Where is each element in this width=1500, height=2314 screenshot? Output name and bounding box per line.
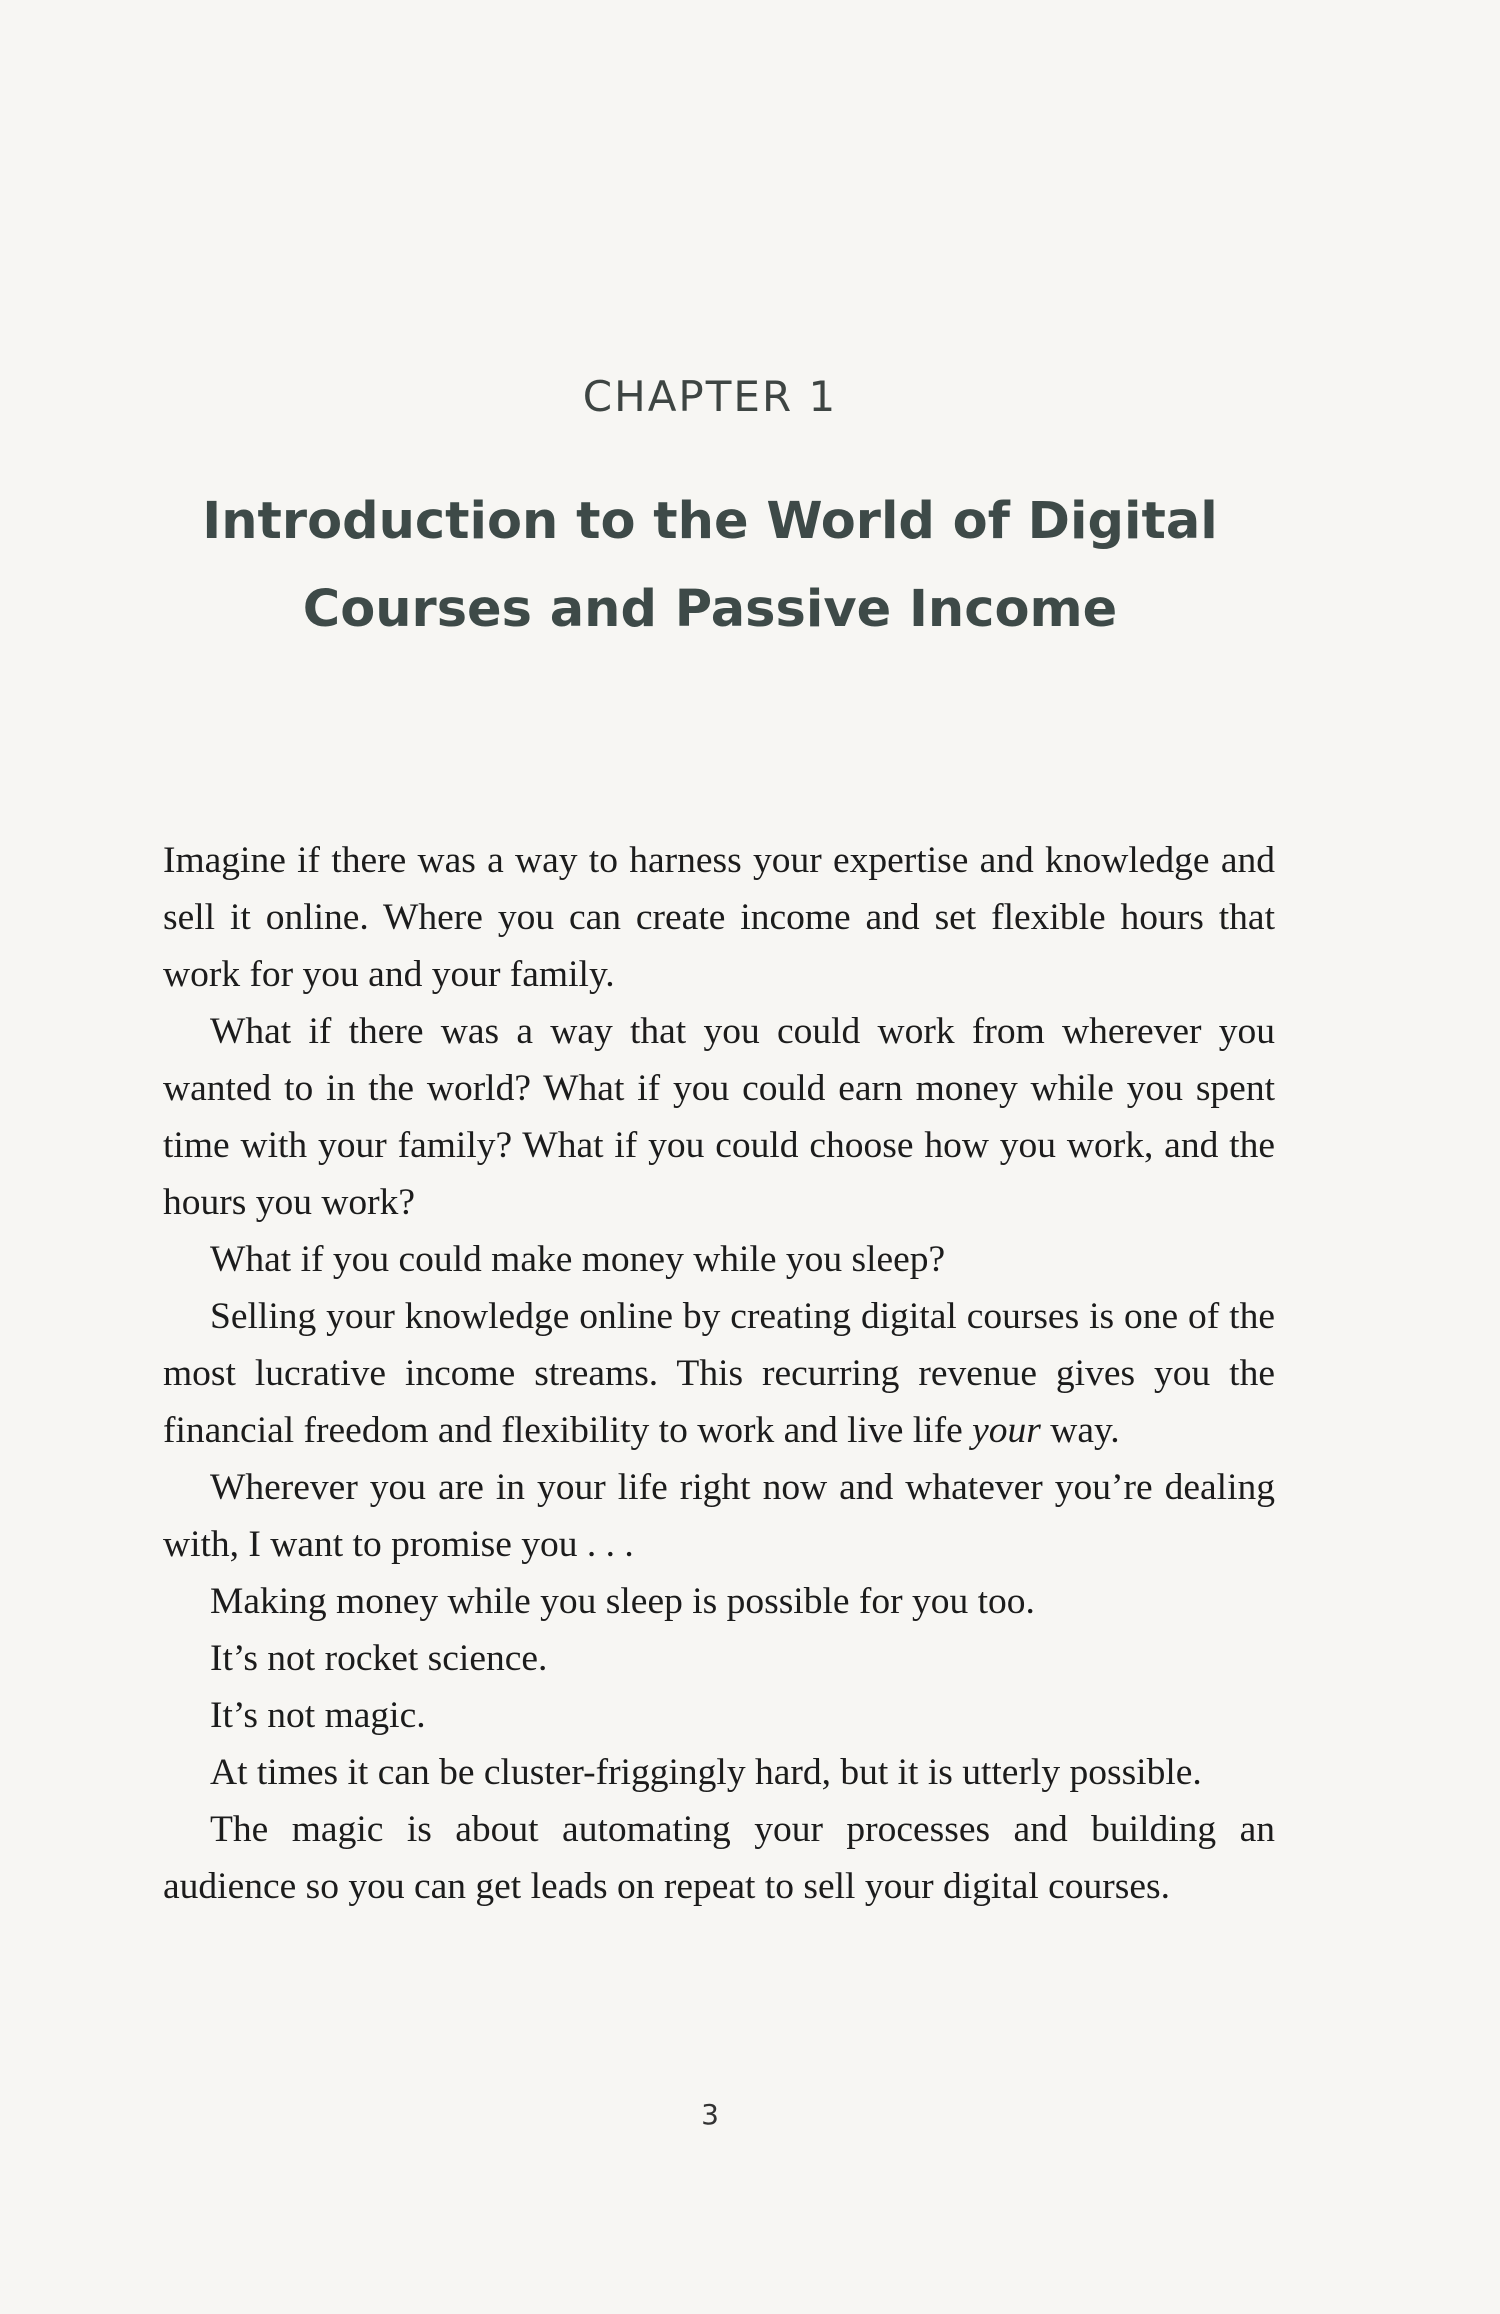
paragraph-1: Imagine if there was a way to harness your expertise and knowledge and sell it online. Where you can create income and set flexible hours that work for you and your family. bbox=[163, 840, 1275, 995]
paragraph-9: At times it can be cluster-friggingly hard, but it is utterly possible. bbox=[210, 1752, 1202, 1793]
chapter-title: Introduction to the World of Digital Courses and Passive Income bbox=[202, 492, 1218, 639]
paragraph-4-text: Selling your knowledge online by creating digital courses is one of the most lucrative income streams. This recurring revenue gives you the financial freedom and flexibility to work and live life bbox=[163, 1296, 1275, 1451]
paragraph-8: It’s not magic. bbox=[210, 1695, 426, 1736]
paragraph-2: What if there was a way that you could work from wherever you wanted to in the world? What if you could earn money while you spent time with your family? What if you could choose how you work, and the hours you work? bbox=[163, 1011, 1275, 1223]
paragraph-10: The magic is about automating your processes and building an audience so you can get leads on repeat to sell your digital courses. bbox=[163, 1809, 1275, 1907]
paragraph-4-emphasis: your bbox=[972, 1410, 1041, 1451]
chapter-label: CHAPTER 1 bbox=[582, 372, 838, 421]
paragraph-7: It’s not rocket science. bbox=[210, 1638, 548, 1679]
paragraph-4 bbox=[163, 1288, 1275, 1459]
paragraph-5: Wherever you are in your life right now and whatever you’re dealing with, I want to promise you . . . bbox=[163, 1467, 1275, 1565]
body-text bbox=[163, 832, 1275, 1915]
page-number: 3 bbox=[701, 2098, 719, 2131]
paragraph-4-ending: way. bbox=[1040, 1410, 1120, 1451]
paragraph-3: What if you could make money while you sleep? bbox=[210, 1239, 946, 1280]
paragraph-6: Making money while you sleep is possible for you too. bbox=[210, 1581, 1035, 1622]
